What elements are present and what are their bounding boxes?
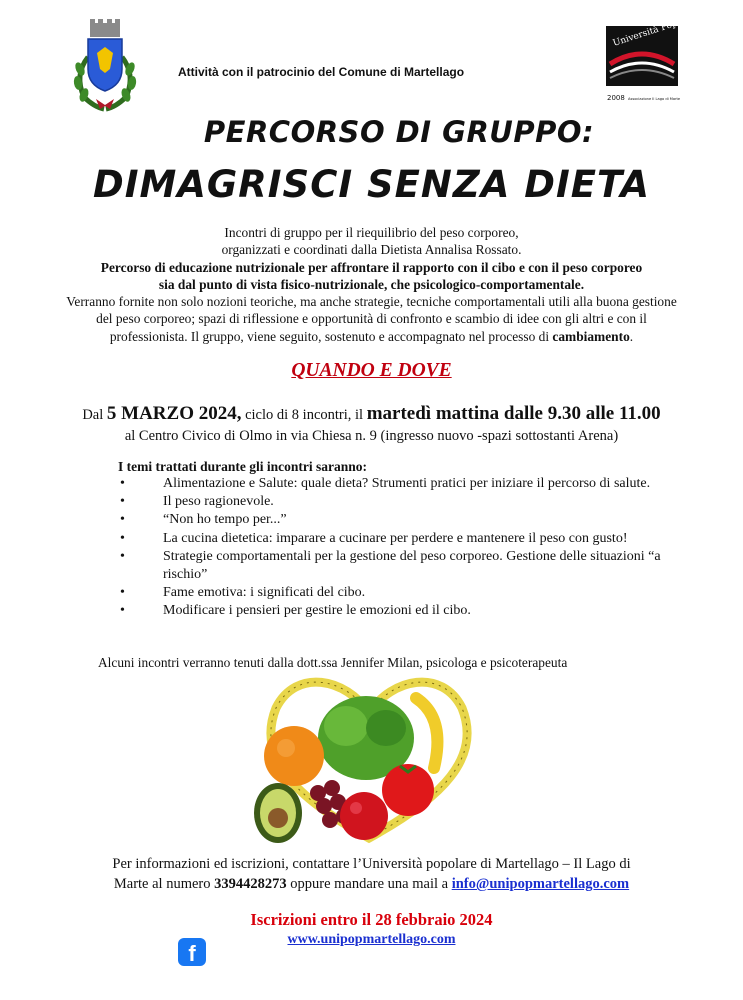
topic-text: Alimentazione e Salute: quale dieta? Strumenti pratici per iniziare il percorso di salute. [163,476,651,491]
bullet-icon: • [120,494,125,510]
topic-item [117,530,677,548]
intro-line: Incontri di gruppo per il riequilibrio del peso corporeo, [224,225,519,240]
intro-emphasis: cambiamento [552,328,630,344]
bullet-icon: • [120,476,125,491]
bullet-icon: • [120,548,125,564]
topic-item [117,511,677,529]
intro-bold-line: Percorso di educazione nutrizionale per affrontare il rapporto con il cibo e con il peso corporeo [100,259,643,275]
topics-list [117,475,677,621]
intro-text [60,224,683,345]
topic-text: Strategie comportamentali per la gestione del peso corporeo. Gestione delle situazioni “a rischio” [163,548,661,583]
email-link[interactable]: info@unipopmartellago.com [451,876,630,892]
fruit-vegetables-illustration [236,668,502,846]
intro-paragraph: Verranno fornite non solo nozioni teoriche, ma anche strategie, tecniche comportamentali utili alla buona gestione del peso corporeo; spazi di riflessione e opportunità di confronto e scambio di idee con gli altri e con il professionista. Il gruppo, viene seguito, sostenuto e accompagnato nel processo di cambiamento. [66,294,677,344]
intro-line: organizzati e coordinati dalla Dietista Annalisa Rossato. [221,242,522,258]
section-heading: QUANDO E DOVE [291,360,452,381]
phone-number: 3394428273 [214,876,287,892]
bullet-icon: • [120,530,125,546]
registration-deadline: Iscrizioni entro il 28 febbraio 2024 [250,910,493,929]
topic-text: Il peso ragionevole. [163,494,274,510]
university-logo-year: 2008 [607,94,625,102]
contact-line: Per informazioni ed iscrizioni, contattare l’Università popolare di Martellago – Il Lago di [112,856,631,872]
topic-item [117,493,677,511]
topic-item [117,602,677,620]
start-date: 5 MARZO 2024, [106,403,242,424]
date-line: Dal 5 MARZO 2024, ciclo di 8 incontri, il martedì mattina dalle 9.30 alle 11.00 [82,403,661,424]
bullet-icon: • [120,603,125,619]
topic-text: Fame emotiva: i significati del cibo. [163,585,366,601]
university-logo-text: Università Popolare [611,11,701,49]
patronage-text: Attività con il patrocinio del Comune di Martellago [178,65,465,79]
website-link[interactable]: www.unipopmartellago.com [287,932,456,947]
intro-bold-line: sia dal punto di vista fisico-nutrizionale, che psicologico-comportamentale. [158,276,585,292]
topic-text: La cucina dietetica: imparare a cucinare per perdere e mantenere il peso con gusto! [163,530,628,546]
location-line: al Centro Civico di Olmo in via Chiesa n. 9 (ingresso nuovo -spazi sottostanti Arena) [124,428,619,444]
topic-text: “Non ho tempo per...” [163,512,287,528]
psychologist-note: Alcuni incontri verranno tenuti dalla dott.ssa Jennifer Milan, psicologa e psicoterapeuta [98,655,568,670]
title-line-1: PERCORSO DI GRUPPO: [203,115,595,149]
crest-icon [70,17,140,111]
title-line-2: DIMAGRISCI SENZA DIETA [92,163,650,206]
meeting-time: martedì mattina dalle 9.30 alle 11.00 [366,403,661,424]
contact-info [48,854,695,894]
topic-item [117,475,677,493]
contact-line: Marte al numero 3394428273 oppure mandare una mail a info@unipopmartellago.com [113,876,630,892]
topic-item [117,584,677,602]
bullet-icon: • [120,585,125,601]
topics-heading: I temi trattati durante gli incontri saranno: [118,459,367,474]
university-logo [604,11,701,110]
university-logo-caption: Associazione Il Lago di Marte [628,97,681,101]
topic-item [117,548,677,584]
topic-text: Modificare i pensieri per gestire le emozioni ed il cibo. [163,603,471,619]
bullet-icon: • [120,512,125,528]
facebook-icon[interactable]: f [178,938,206,966]
